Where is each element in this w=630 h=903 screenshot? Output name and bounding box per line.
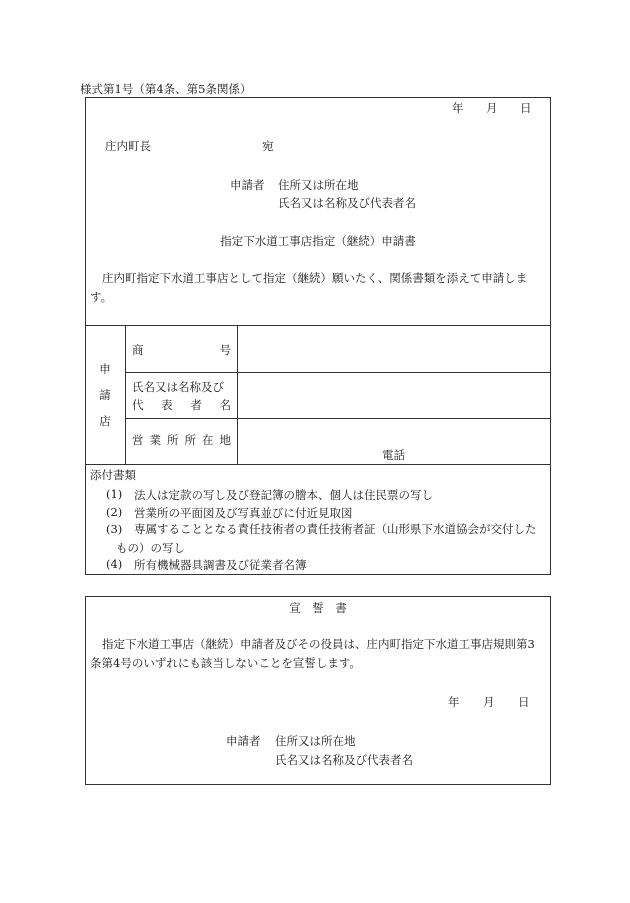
application-title: 指定下水道工事店指定（継続）申請書: [220, 234, 416, 248]
representative-label-line1: 氏名又は名称及び: [132, 380, 224, 394]
application-form-box: [85, 97, 551, 575]
list-item-number: (4): [106, 557, 123, 571]
address-field-label: 住所又は所在地: [275, 734, 356, 748]
oath-body: 指定下水道工事店（継続）申請者及びその役員は、庄内町指定下水道工事店規則第3条第4号のいずれにも該当しないことを宣誓します。: [90, 637, 535, 670]
name-field-label: 氏名又は名称及び代表者名: [275, 753, 413, 767]
date-day: 日: [518, 695, 530, 709]
list-item-number: (3): [106, 522, 123, 536]
table-top-border: [85, 325, 551, 326]
date-year: 年: [452, 101, 464, 115]
table-bottom-border: [85, 464, 551, 465]
representative-label-line2: 代 表 者 名: [132, 398, 231, 412]
date-year: 年: [448, 695, 460, 709]
side-label-char: 請: [99, 388, 111, 402]
table-row-divider: [125, 418, 551, 419]
form-number: 様式第1号（第4条、第5条関係）: [80, 82, 252, 96]
date-month: 月: [486, 101, 498, 115]
side-label-char: 申: [99, 362, 111, 376]
list-item-number: (2): [106, 505, 123, 519]
date-month: 月: [483, 695, 495, 709]
oath-title: 宣 誓 書: [289, 601, 347, 615]
table-column-divider: [237, 325, 238, 464]
list-item-number: (1): [106, 487, 123, 501]
address-field-label: 住所又は所在地: [278, 178, 359, 192]
list-item: 所有機械器具調書及び従業者名簿: [134, 558, 307, 572]
applicant-label: 申請者: [226, 734, 261, 748]
list-item: 法人は定款の写し及び登記簿の謄本、個人は住民票の写し: [134, 488, 433, 502]
applicant-label: 申請者: [230, 178, 265, 192]
date-day: 日: [520, 101, 532, 115]
trade-name-label: 商 号: [132, 343, 231, 357]
phone-label: 電話: [382, 448, 405, 462]
office-location-label: 営 業 所 所 在 地: [132, 433, 231, 447]
name-field-label: 氏名又は名称及び代表者名: [278, 196, 416, 210]
application-body: 庄内町指定下水道工事店として指定（継続）願いたく、関係書類を添えて申請します。: [90, 271, 528, 304]
recipient: 庄内町長: [105, 139, 151, 153]
table-row-divider: [125, 372, 551, 373]
table-column-divider: [125, 325, 126, 464]
list-item: 専属することとなる責任技術者の責任技術者証（山形県下水道協会が交付したもの）の写し: [116, 522, 537, 555]
side-label-char: 店: [99, 414, 111, 428]
recipient-suffix: 宛: [262, 139, 274, 153]
list-item: 営業所の平面図及び写真並びに付近見取図: [134, 506, 353, 520]
attachments-heading: 添付書類: [90, 468, 136, 482]
